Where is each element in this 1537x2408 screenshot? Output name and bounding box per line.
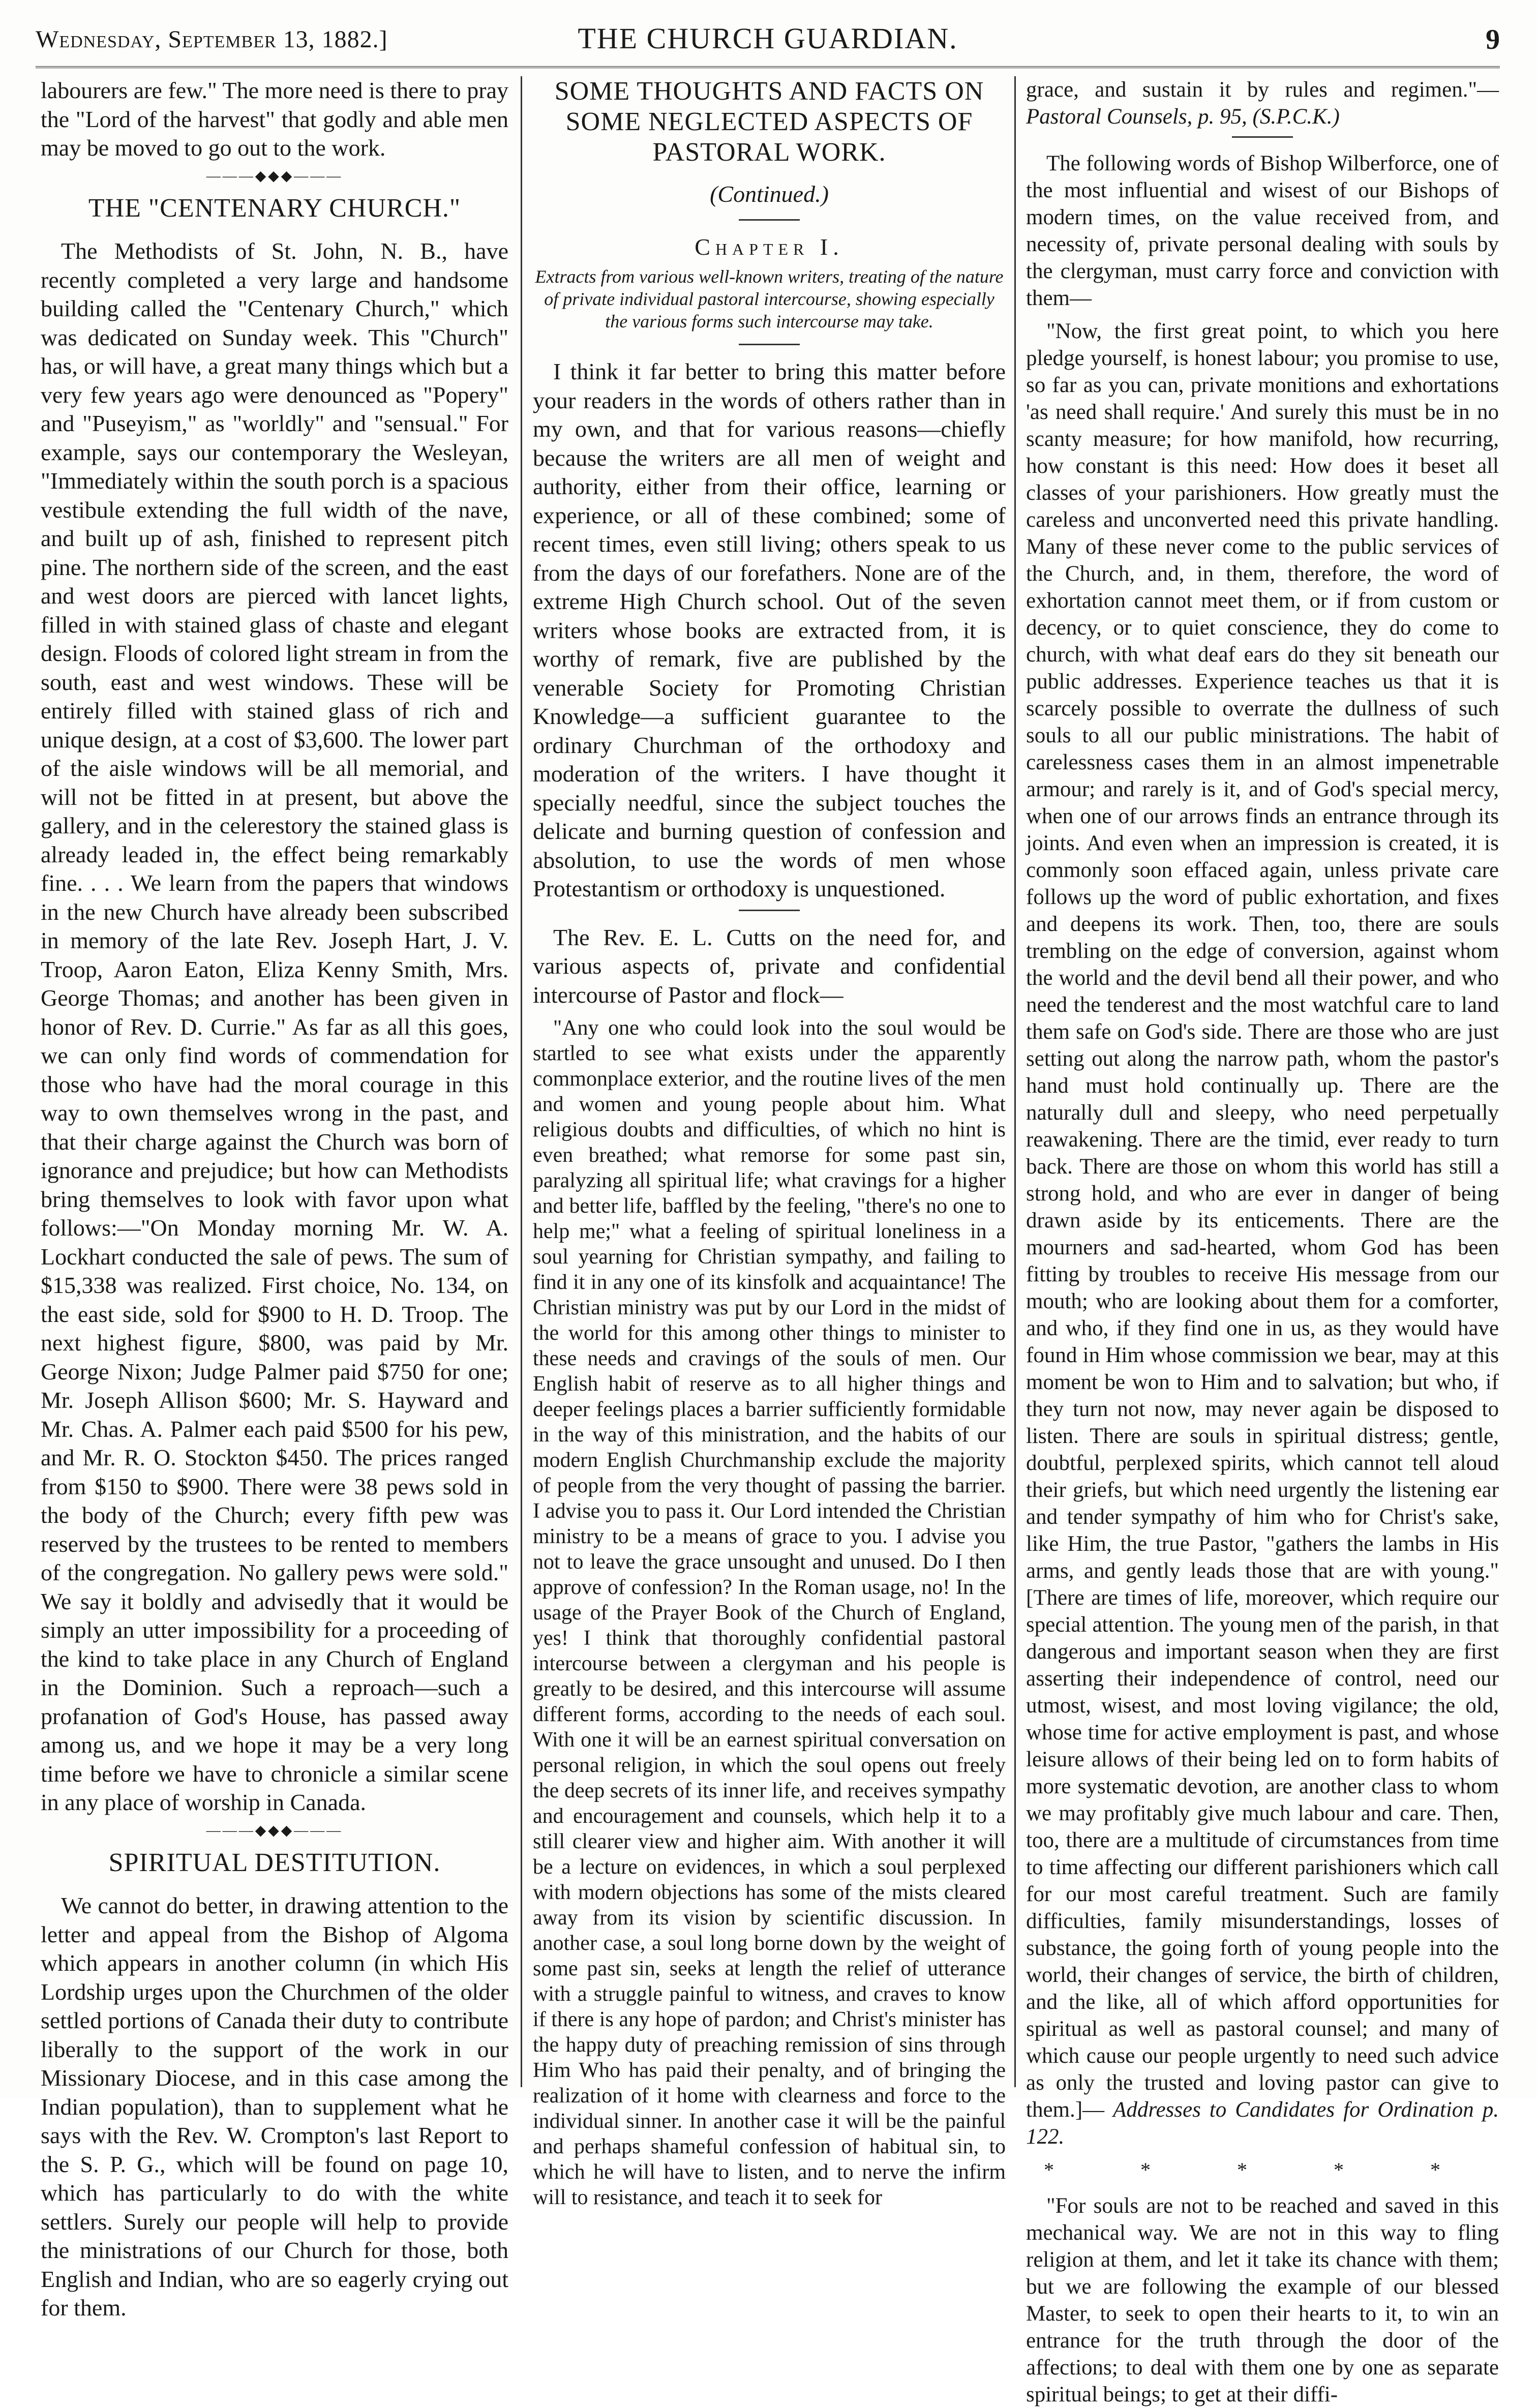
column-right — [1026, 76, 1499, 2406]
headline-spiritual-destitution: SPIRITUAL DESTITUTION. — [108, 1848, 441, 1877]
quote-end: grace, and sustain it by rules and regimen."— — [1026, 78, 1499, 102]
column-left — [41, 76, 508, 2321]
citation: Pastoral Counsels, p. 95, (S.P.C.K.) — [1026, 105, 1340, 129]
paragraph: The Rev. E. L. Cutts on the need for, and various aspects of, private and confidential intercourse of Pastor and flock— — [533, 924, 1006, 1008]
divider — [1232, 136, 1293, 138]
divider — [739, 344, 800, 345]
paragraph: We cannot do better, in drawing attention to the letter and appeal from the Bishop of Algoma which appears in another column (in which His Lordship urges upon the Churchmen of the older settled portions of Canada their duty to contribute liberally to the support of the work in our Missionary Diocese, and in this case among the Indian population), than to supplement what he says with the Rev. W. Crompton's last Report to the S. P. G., which will be found on page 10, which has particularly to do with the white settlers. Surely our people will help to provide the ministrations of our Church for those, both English and Indian, who are so eagerly crying out for them. — [41, 1892, 508, 2321]
headline-centenary-church: THE "CENTENARY CHURCH." — [88, 193, 461, 223]
paper-title: THE CHURCH GUARDIAN. — [578, 22, 958, 55]
chapter-heading: Chapter I. — [695, 233, 844, 260]
paragraph: I think it far better to bring this matter before your readers in the words of others rather than in my own, and that for various reasons—chiefly because the writers are all men of weight and authority, either from their office, learning or experience, or all of these combined; some of recent times, even still living; others speak to us from the days of our forefathers. None are of the extreme High Church school. Out of the seven writers whose books are extracted from, it is worthy of remark, five are published by the venerable Society for Promoting Christian Knowledge—a sufficient guarantee to the ordinary Churchman of the orthodoxy and moderation of the writers. I have thought it specially needful, since the subject touches the delicate and burning question of confession and absolution, to use the words of men whose Protestantism or orthodoxy is unquestioned. — [533, 358, 1006, 901]
article-title: SOME THOUGHTS AND FACTS ON SOME NEGLECTED ASPECTS OF PASTORAL WORK. — [554, 77, 984, 167]
column-rule — [1014, 76, 1016, 2087]
chapter-summary: Extracts from various well-known writers, treating of the nature of private individual pastoral intercourse, showing especially the various forms such intercourse may take. — [535, 266, 1004, 332]
citation: Addresses to Candidates for Ordination p. 122. — [1026, 2098, 1499, 2149]
column-middle — [533, 76, 1006, 2209]
quotation-paragraph: "Any one who could look into the soul would be startled to see what exists under the apparently commonplace exterior, and the routine lives of the men and women and young people about him. What religious doubts and difficulties, of which no hint is even breathed; what remorse for some past sin, paralyzing all spiritual life; what cravings for a higher and better life, baffled by the feeling, "there's no one to help me;" what a feeling of spiritual loneliness in a soul yearning for Christian sympathy, and failing to find it in any one of its kinsfolk and acquaintance! The Christian ministry was put by our Lord in the midst of the world for this among other things to minister to these needs and cravings of the souls of men. Our English habit of reserve as to all higher things and deeper feelings places a barrier sufficiently formidable in the way of this ministration, and the habits of our modern English Churchmanship exclude the majority of people from the very thought of passing the barrier. I advise you to pass it. Our Lord intended the Christian ministry to be a means of grace to you. I advise you not to leave the grace unsought and unused. Do I then approve of confession? In the Roman usage, no! In the usage of the Prayer Book of the Church of England, yes! I think that thoroughly confidential pastoral intercourse between a clergyman and his people is greatly to be desired, and this intercourse will assume different forms, according to the needs of each soul. With one it will be an earnest spiritual conversation on personal religion, in which the soul opens out freely the deep secrets of its inner life, and receives sympathy and encouragement and counsels, which help it to a still clearer view and higher aim. With another it will be a lecture on evidences, in which a soul perplexed with modern objections has some of the mists cleared away from its vision by scientific discussion. In another case, a soul long borne down by the weight of some past sin, seeks at length the relief of utterance with a struggle painful to witness, and craves to know if there is any hope of pardon; and Christ's minister has the happy duty of preaching remission of sins through Him Who has paid their penalty, and of bringing the realization of it home with clearness and force to the individual sinner. In another case it will be the painful and perhaps shameful confession of habitual sin, to which he will have to listen, and to nerve the infirm will to resistance, and teach it to seek for — [533, 1016, 1006, 2209]
paragraph: The following words of Bishop Wilberforce, one of the most influential and wisest of our Bishops of modern times, on the value received from, and necessity of, private personal dealing with souls by the clergyman, must carry force and conviction with them— — [1026, 152, 1499, 310]
divider — [739, 910, 800, 911]
divider — [739, 219, 800, 221]
quote-text: "Now, the first great point, to which you here pledge yourself, is honest labour; you promise to use, so far as you can, private monitions and exhortations 'as need shall require.' And surely this must be in no scanty measure; for how manifold, how recurring, how constant is this need: How does it beset all classes of your parishioners. How greatly must the careless and unconverted need this private handling. Many of these never come to the public services of the Church, and, in them, therefore, the word of exhortation cannot meet them, or if from custom or decency, or to quiet conscience, they do come to church, with what deaf ears do they sit beneath our public addresses. Experience teaches us that it is scarcely possible to overrate the dullness of such souls to all our public ministrations. The habit of carelessness cases them in an almost impenetrable armour; and rarely is it, and of God's special mercy, when one of our arrows finds an entrance through its joints. And even when an impression is created, it is commonly soon effaced again, unless private care follows up the word of public exhortation, and fixes and deepens its work. Then, too, there are souls trembling on the edge of conversion, against whom the world and the devil bend all their power, and who need the tenderest and the most watchful care to land them safe on God's side. There are those who are just setting out along the narrow path, whom the pastor's hand must hold continually up. There are the naturally dull and sleepy, who need perpetually reawakening. There are the timid, ever ready to turn back. There are those on whom this world has still a strong hold, and who are ever in danger of being drawn aside by its enticements. There are the mourners and sad-hearted, whom God has been fitting by troubles to receive His message from our mouth; who are looking about them for a comforter, and who, if they find one in us, as they would have found in Him whose commission we bear, may at this moment be won to Him and to salvation; but who, if they turn not now, may never again be disposed to listen. There are souls in spiritual distress; gentle, doubtful, perplexed spirits, which cannot tell aloud their griefs, but which need urgently the listening ear and tender sympathy of him who for Christ's sake, like Him, the true Pastor, "gathers the lambs in His arms, and gently leads those that are with young." [There are times of life, moreover, which require our special attention. The young men of the parish, in that dangerous and important season when they are first asserting their independence of control, need our utmost, wisest, and most loving vigilance; the old, whose time for active employment is past, and whose leisure allows of their being led on to form habits of more systematic devotion, are another class to whom we may profitably give much labour and care. Then, too, there are a multitude of circumstances from time to time affecting our different parishioners which call for our most careful treatment. Such are family difficulties, family misunderstandings, losses of substance, the going forth of young people into the world, their changes of service, the birth of children, and the like, all of which afford opportunities for spiritual as well as pastoral counsel; and many of which cause our people urgently to need such advice as only the trusted and loving pastor can give to them.]— — [1026, 319, 1499, 2122]
section-ornament: ———◆◆◆——— — [206, 1822, 343, 1839]
continued-label: (Continued.) — [710, 181, 829, 207]
article-continuation: labourers are few." The more need is there to pray the "Lord of the harvest" that godly and able men may be moved to go out to the work. — [41, 77, 508, 161]
paragraph: The Methodists of St. John, N. B., have recently completed a very large and handsome building called the "Centenary Church," which was dedicated on Sunday week. This "Church" has, or will have, a great many things which but a very few years ago were denounced as "Popery" and "Puseyism," as "worldly" and "sensual." For example, says our contemporary the Wesleyan, "Immediately within the south porch is a spacious vestibule extending the full width of the nave, and built up of ash, finished to represent pitch pine. The northern side of the screen, and the east and west doors are pierced with lancet lights, filled in with stained glass of chaste and elegant design. Floods of colored light stream in from the south, east and west windows. These will be entirely filled with stained glass of rich and unique design, at a cost of $3,600. The lower part of the aisle windows will be all memorial, and will not be fitted in at present, but above the gallery, and in the celerestory the stained glass is already leaded in, the effect being remarkably fine. . . . We learn from the papers that windows in the new Church have already been subscribed in memory of the late Rev. Joseph Hart, J. V. Troop, Aaron Eaton, Eliza Kenny Smith, Mrs. George Thomas; and another has been given in honor of Rev. D. Currie." As far as all this goes, we can only find words of commendation for those who have had the moral courage in this way to own themselves wrong in the past, and that their charge against the Church was born of ignorance and prejudice; but how can Methodists bring themselves to look with favor upon what follows:—"On Monday morning Mr. W. A. Lockhart conducted the sale of pews. The sum of $15,338 was realized. First choice, No. 134, on the east side, sold for $900 to H. D. Troop. The next highest figure, $800, was paid by Mr. George Nixon; Judge Palmer paid $750 for one; Mr. Joseph Allison $600; Mr. S. Hayward and Mr. Chas. A. Palmer each paid $500 for his pew, and Mr. R. O. Stockton $450. The prices ranged from $150 to $900. There were 38 pews sold in the body of the Church; every fifth pew was reserved by the trustees to be rented to members of the congregation. No gallery pews were sold." We say it boldly and advisedly that it would be simply an utter impossibility for a proceeding of the kind to take place in any Church of England in the Dominion. Such a reproach—such a profanation of God's House, has passed away among us, and we hope it may be a very long time before we have to chronicle a similar scene in any place of worship in Canada. — [41, 238, 508, 1815]
section-ornament: ———◆◆◆——— — [206, 168, 343, 184]
section-asterisks: * * * * * — [1044, 2158, 1481, 2181]
column-rule — [521, 76, 522, 2087]
page-number: 9 — [1486, 24, 1500, 55]
quotation-paragraph: "For souls are not to be reached and saved in this mechanical way. We are not in this way to fling religion at them, and let it take its chance with them; but we are following the example of our blessed Master, to seek to open their hearts to it, to win an entrance for the truth through the door of the affections; to deal with them one by one as separate spiritual beings; to get at their diffi- — [1026, 2194, 1499, 2406]
issue-date: Wednesday, September 13, 1882.] — [36, 26, 388, 53]
masthead — [36, 10, 1500, 68]
paragraph — [1026, 76, 1499, 130]
quotation-paragraph — [1026, 318, 1499, 2150]
